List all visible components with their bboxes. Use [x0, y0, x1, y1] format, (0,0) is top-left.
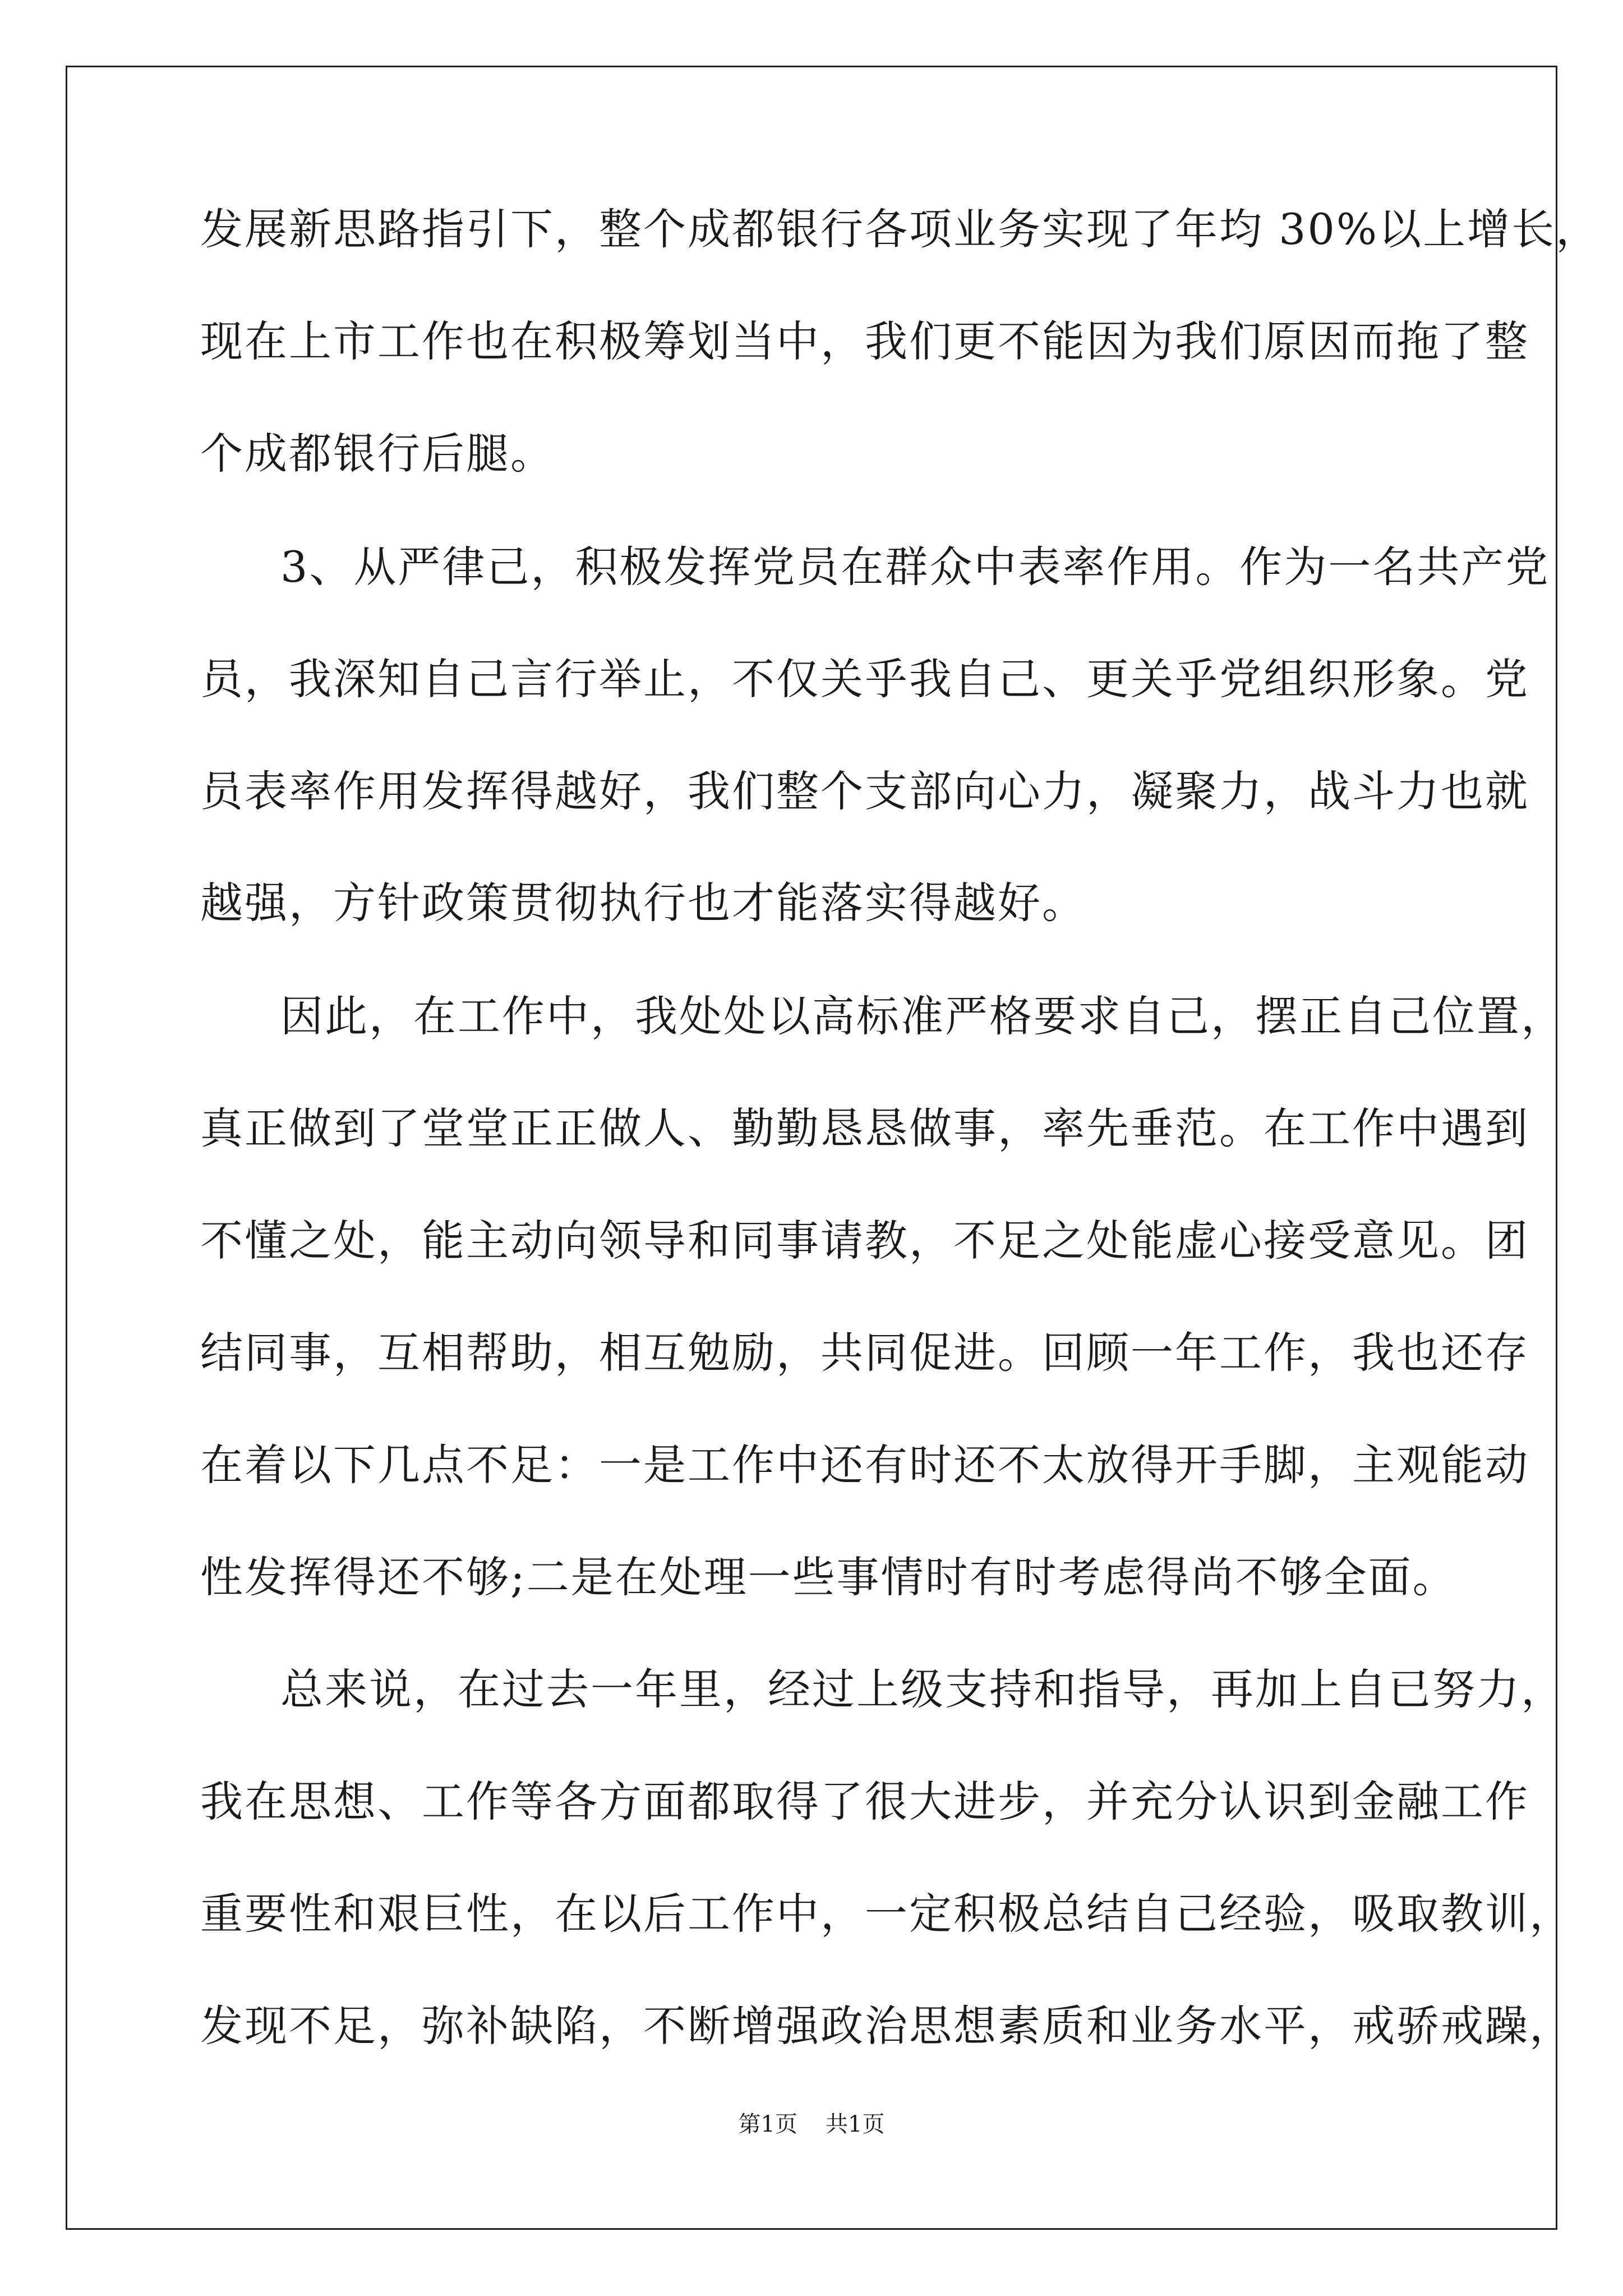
text-line: 发展新思路指引下，整个成都银行各项业务实现了年均 30%以上增长，	[200, 204, 1601, 254]
text-line: 现在上市工作也在积极筹划当中，我们更不能因为我们原因而拖了整	[200, 316, 1529, 366]
paragraph-start: 因此，在工作中，我处处以高标准严格要求自己，摆正自己位置，	[280, 991, 1565, 1041]
text-line: 发现不足，弥补缺陷，不断增强政治思想素质和业务水平，戒骄戒躁，	[200, 2001, 1574, 2051]
text-line: 重要性和艰巨性，在以后工作中，一定积极总结自己经验，吸取教训，	[200, 1889, 1574, 1939]
text-line: 结同事，互相帮助，相互勉励，共同促进。回顾一年工作，我也还存	[200, 1328, 1529, 1378]
text-line: 我在思想、工作等各方面都取得了很大进步，并充分认识到金融工作	[200, 1777, 1529, 1826]
paragraph-start: 总来说，在过去一年里，经过上级支持和指导，再加上自已努力，	[280, 1664, 1565, 1714]
text-line: 员，我深知自己言行举止，不仅关乎我自己、更关乎党组织形象。党	[200, 654, 1529, 704]
text-line: 在着以下几点不足：一是工作中还有时还不太放得开手脚，主观能动	[200, 1440, 1529, 1490]
page-footer	[0, 2110, 1623, 2138]
text-line: 不懂之处，能主动向领导和同事请教，不足之处能虚心接受意见。团	[200, 1216, 1529, 1266]
text-line: 个成都银行后腿。	[200, 429, 555, 478]
text-line: 性发挥得还不够;二是在处理一些事情时有时考虑得尚不够全面。	[200, 1552, 1457, 1602]
total-pages: 共1页	[826, 2111, 885, 2137]
page-number: 第1页	[738, 2111, 797, 2137]
text-line: 真正做到了堂堂正正做人、勤勤恳恳做事，率先垂范。在工作中遇到	[200, 1103, 1529, 1153]
text-line: 员表率作用发挥得越好，我们整个支部向心力，凝聚力，战斗力也就	[200, 766, 1529, 816]
text-line: 越强，方针政策贯彻执行也才能落实得越好。	[200, 878, 1086, 928]
paragraph-start: 3、从严律己，积极发挥党员在群众中表率作用。作为一名共产党	[280, 542, 1550, 592]
